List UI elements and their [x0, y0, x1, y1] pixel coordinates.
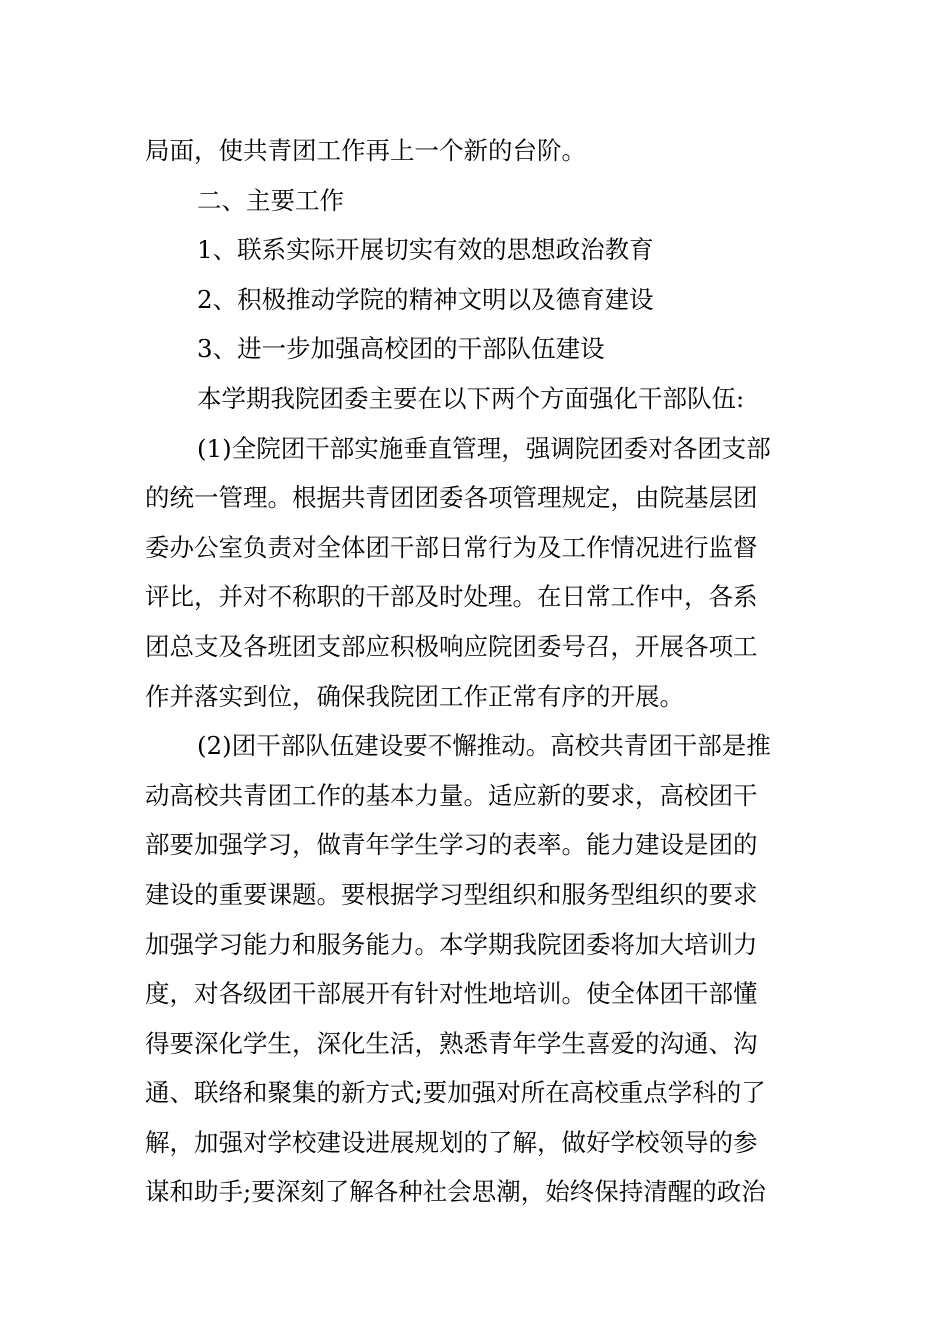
text-line: 得要深化学生，深化生活，熟悉青年学生喜爱的沟通、沟	[145, 1028, 758, 1058]
text-line: 的统一管理。根据共青团团委各项管理规定，由院基层团	[145, 483, 758, 513]
text-line: 作并落实到位，确保我院团工作正常有序的开展。	[145, 681, 684, 711]
paragraph-start: (2)团干部队伍建设要不懈推动。高校共青团干部是推	[197, 731, 771, 761]
text-line: 通、联络和聚集的新方式;要加强对所在高校重点学科的了	[145, 1078, 766, 1108]
text-line: 委办公室负责对全体团干部日常行为及工作情况进行监督	[145, 532, 758, 562]
paragraph-start: (1)全院团干部实施垂直管理，强调院团委对各团支部	[197, 433, 771, 463]
paragraph-start: 本学期我院团委主要在以下两个方面强化干部队伍:	[197, 383, 745, 413]
list-item: 3、进一步加强高校团的干部队伍建设	[197, 334, 605, 364]
text-line: 团总支及各班团支部应积极响应院团委号召，开展各项工	[145, 631, 758, 661]
text-line: 谋和助手;要深刻了解各种社会思潮，始终保持清醒的政治	[145, 1177, 766, 1207]
text-line: 部要加强学习，做青年学生学习的表率。能力建设是团的	[145, 830, 758, 860]
text-line: 解，加强对学校建设进展规划的了解，做好学校领导的参	[145, 1127, 758, 1157]
text-line: 度，对各级团干部展开有针对性地培训。使全体团干部懂	[145, 979, 758, 1009]
text-line: 动高校共青团工作的基本力量。适应新的要求，高校团干	[145, 780, 758, 810]
section-heading: 二、主要工作	[197, 185, 344, 215]
text-line: 评比，并对不称职的干部及时处理。在日常工作中，各系	[145, 582, 758, 612]
list-item: 2、积极推动学院的精神文明以及德育建设	[197, 284, 654, 314]
document-body	[145, 126, 810, 1217]
text-line: 加强学习能力和服务能力。本学期我院团委将加大培训力	[145, 929, 758, 959]
text-line: 局面，使共青团工作再上一个新的台阶。	[145, 136, 586, 165]
list-item: 1、联系实际开展切实有效的思想政治教育	[197, 235, 654, 265]
text-line: 建设的重要课题。要根据学习型组织和服务型组织的要求	[145, 879, 758, 909]
